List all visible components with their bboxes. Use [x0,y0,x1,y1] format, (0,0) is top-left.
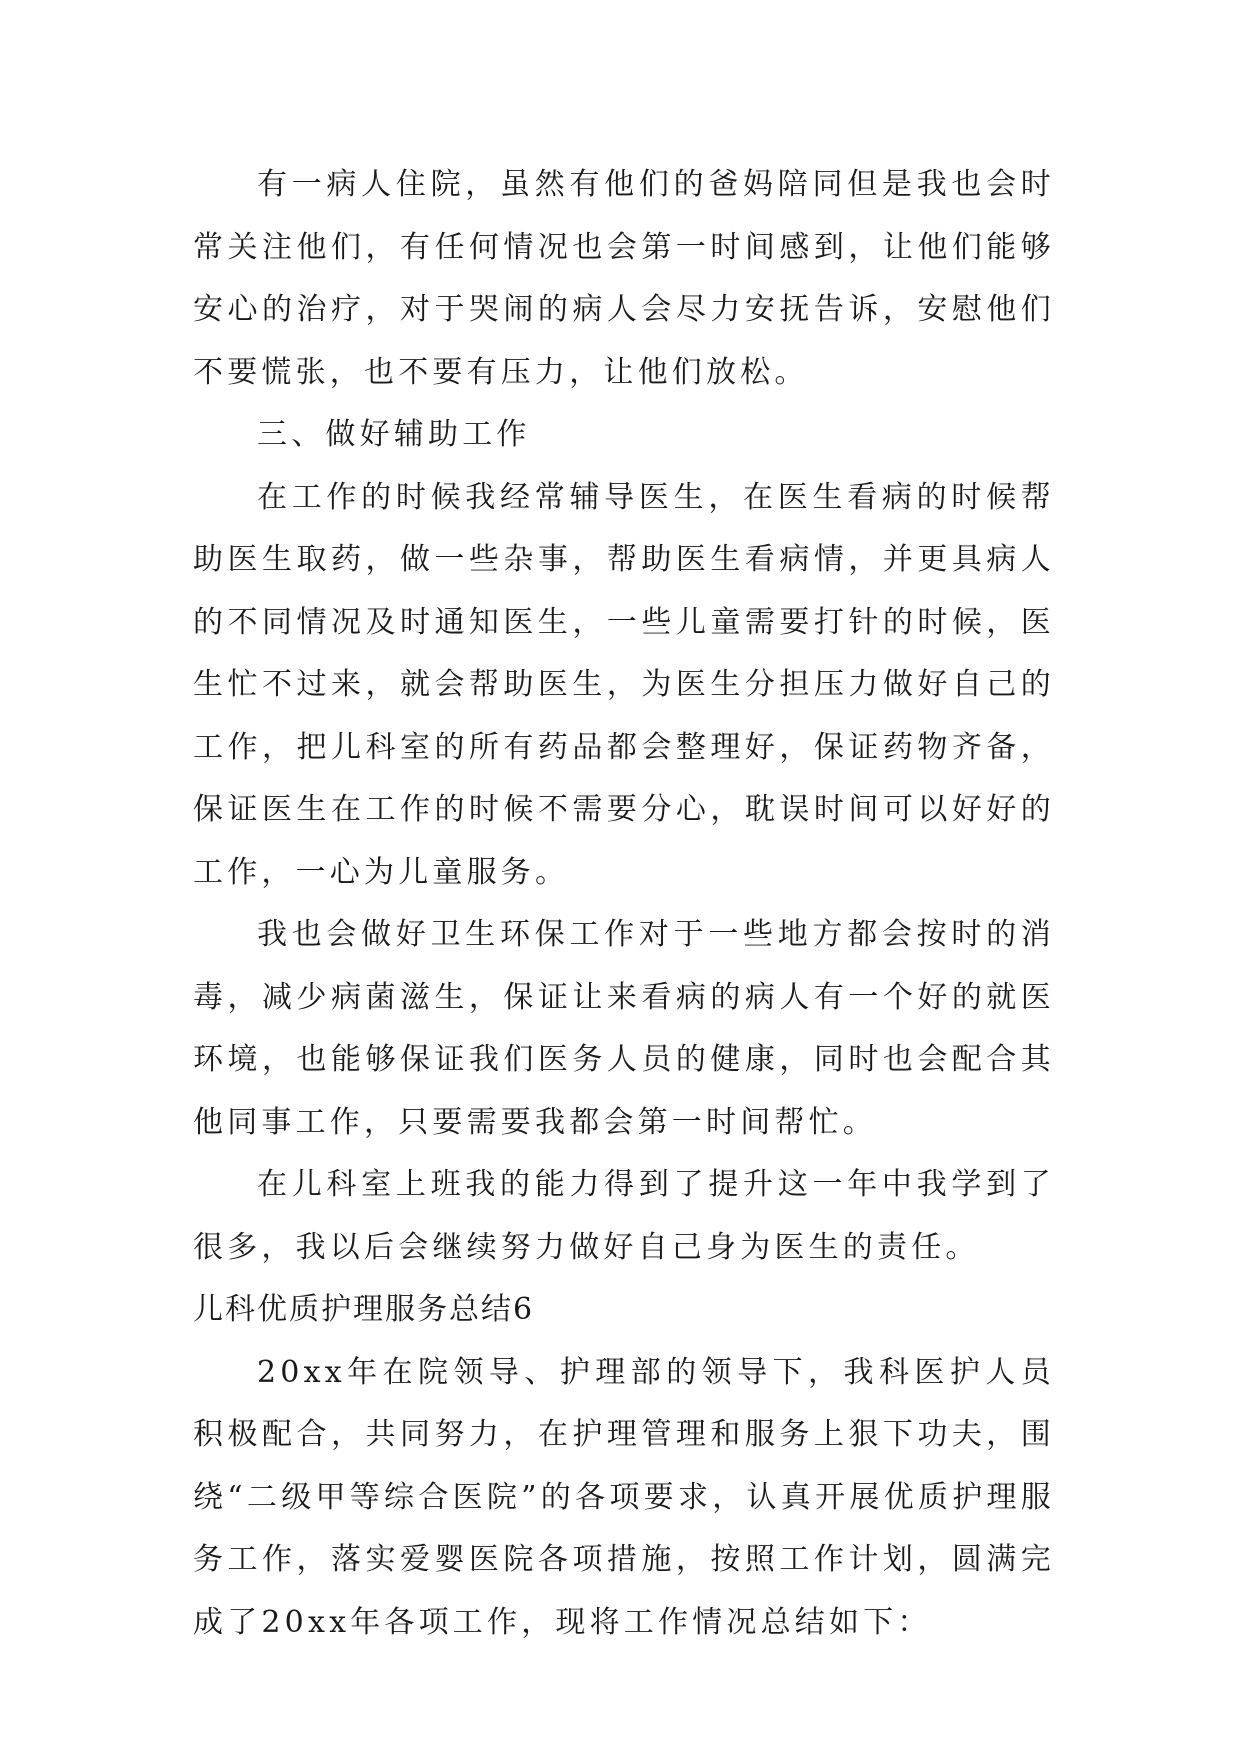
document-body [193,154,1055,1654]
paragraph-patient-care: 有一病人住院，虽然有他们的爸妈陪同但是我也会时常关注他们，有任何情况也会第一时间感到，让他们能够安心的治疗，对于哭闹的病人会尽力安抚告诉，安慰他们不要慌张，也不要有压力，让他们放松。 [193,167,1055,390]
document-section-title: 儿科优质护理服务总结6 [193,1292,535,1327]
paragraph-assist-doctor: 在工作的时候我经常辅导医生，在医生看病的时候帮助医生取药，做一些杂事，帮助医生看病情，并更具病人的不同情况及时通知医生，一些儿童需要打针的时候，医生忙不过来，就会帮助医生，为医生分担压力做好自己的工作，把儿科室的所有药品都会整理好，保证药物齐备，保证医生在工作的时候不需要分心，耽误时间可以好好的工作，一心为儿童服务。 [193,479,1055,890]
paragraph-summary-intro: 20xx年在院领导、护理部的领导下，我科医护人员积极配合，共同努力，在护理管理和服务上狠下功夫，围绕“二级甲等综合医院”的各项要求，认真开展优质护理服务工作，落实爱婴医院各项措施，按照工作计划，圆满完成了20xx年各项工作，现将工作情况总结如下： [193,1354,1055,1640]
section-heading-assist-work: 三、做好辅助工作 [257,417,531,452]
paragraph-hygiene: 我也会做好卫生环保工作对于一些地方都会按时的消毒，减少病菌滋生，保证让来看病的病人有一个好的就医环境，也能够保证我们医务人员的健康，同时也会配合其他同事工作，只要需要我都会第一时间帮忙。 [193,917,1055,1140]
paragraph-conclusion: 在儿科室上班我的能力得到了提升这一年中我学到了很多，我以后会继续努力做好自己身为医生的责任。 [193,1167,1055,1265]
